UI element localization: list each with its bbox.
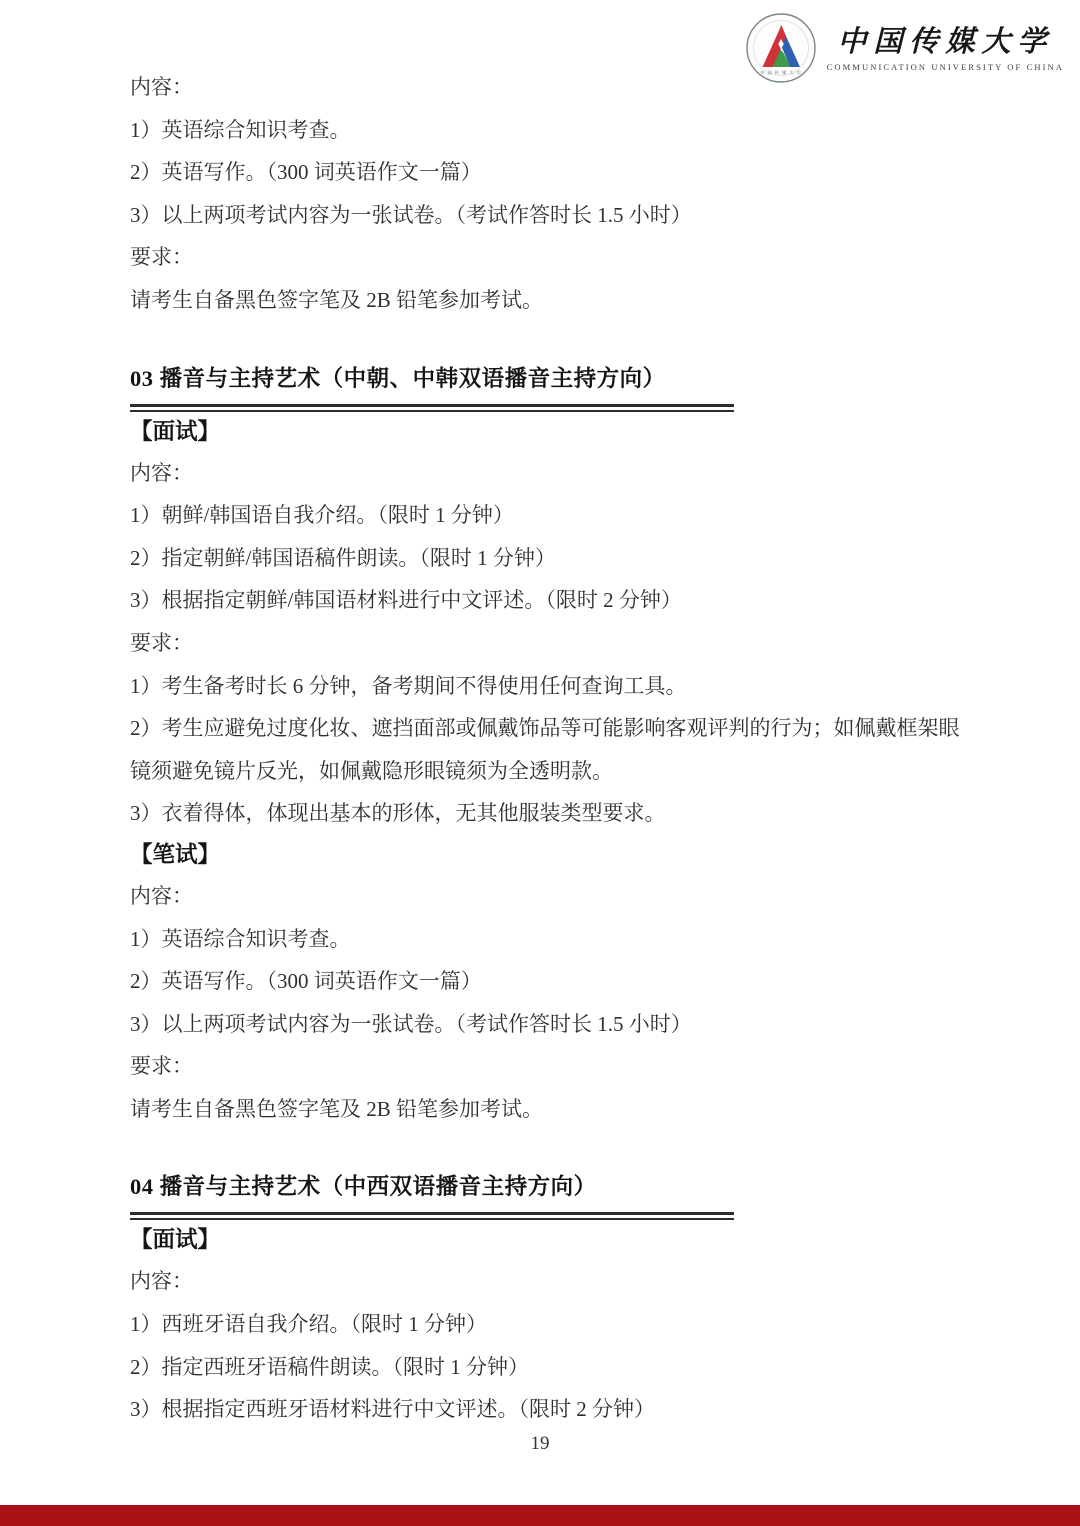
university-name-chinese: 中国传媒大学 — [837, 25, 1054, 58]
body-line: 1）英语综合知识考查。 — [130, 926, 351, 951]
body-line: 3）以上两项考试内容为一张试卷。（考试作答时长 1.5 小时） — [130, 202, 692, 227]
body-line: 请考生自备黑色签字笔及 2B 铅笔参加考试。 — [130, 287, 544, 312]
body-line: 1）考生备考时长 6 分钟，备考期间不得使用任何查询工具。 — [130, 673, 687, 698]
document-body — [130, 0, 966, 1431]
section-heading-03: 03 播音与主持艺术（中朝、中韩双语播音主持方向） — [130, 365, 666, 391]
section-03 — [130, 364, 966, 1131]
body-line: 3）根据指定朝鲜/韩国语材料进行中文评述。（限时 2 分钟） — [130, 588, 682, 613]
heading-double-rule — [130, 404, 734, 412]
body-line: 3）以上两项考试内容为一张试卷。（考试作答时长 1.5 小时） — [130, 1011, 692, 1036]
section-heading-04: 04 播音与主持艺术（中西双语播音主持方向） — [130, 1174, 597, 1200]
body-line: 要求： — [130, 630, 193, 655]
body-line: 内容： — [130, 75, 193, 99]
body-line: 2）指定西班牙语稿件朗读。（限时 1 分钟） — [130, 1354, 529, 1379]
body-line: 1）英语综合知识考查。 — [130, 117, 351, 142]
body-line: 2）英语写作。（300 词英语作文一篇） — [130, 969, 482, 994]
body-line: 2）指定朝鲜/韩国语稿件朗读。（限时 1 分钟） — [130, 545, 556, 570]
university-name-english: COMMUNICATION UNIVERSITY OF CHINA — [826, 61, 1064, 72]
body-line: 1）朝鲜/韩国语自我介绍。（限时 1 分钟） — [130, 503, 514, 528]
body-line: 请考生自备黑色签字笔及 2B 铅笔参加考试。 — [130, 1096, 544, 1121]
body-line: 要求： — [130, 1054, 193, 1079]
body-line: 2）英语写作。（300 词英语作文一篇） — [130, 160, 482, 185]
body-line: 内容： — [130, 1269, 193, 1294]
section-04 — [130, 1172, 966, 1430]
interview-subheading: 【面试】 — [130, 418, 221, 444]
footer-accent-bar — [0, 1505, 1080, 1526]
body-line: 3）根据指定西班牙语材料进行中文评述。（限时 2 分钟） — [130, 1397, 655, 1422]
heading-double-rule — [130, 1212, 734, 1220]
page-number: 19 — [530, 1433, 550, 1454]
written-subheading: 【笔试】 — [130, 841, 221, 867]
interview-subheading: 【面试】 — [130, 1227, 221, 1253]
svg-text:中 国 传 媒 大 学: 中 国 传 媒 大 学 — [759, 70, 802, 75]
body-line: 内容： — [130, 460, 193, 485]
body-line: 3）衣着得体，体现出基本的形体，无其他服装类型要求。 — [130, 801, 666, 826]
body-line: 2）考生应避免过度化妆、遮挡面部或佩戴饰品等可能影响客观评判的行为；如佩戴框架眼镜须避免镜片反光，如佩戴隐形眼镜须为全透明款。 — [130, 716, 960, 783]
body-line: 1）西班牙语自我介绍。（限时 1 分钟） — [130, 1312, 487, 1337]
body-line: 要求： — [130, 245, 193, 270]
body-line: 内容： — [130, 883, 193, 908]
